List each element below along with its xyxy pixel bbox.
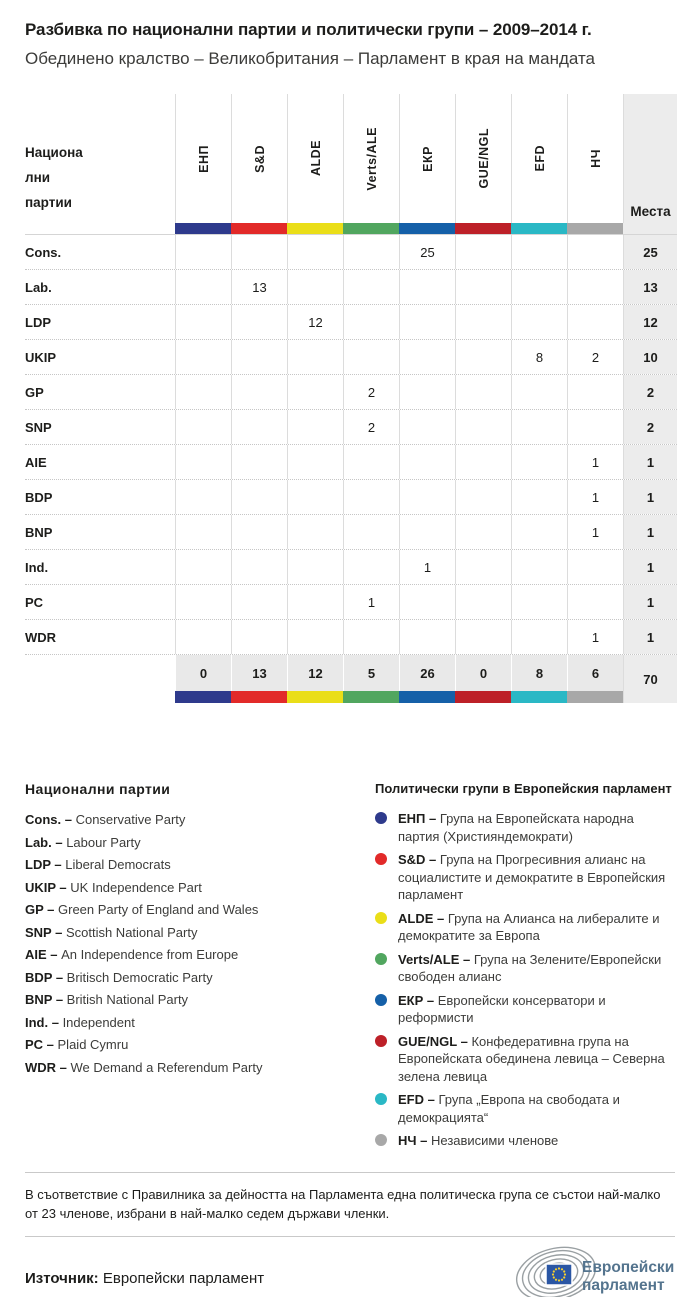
party-abbr-cell: Lab. — [25, 279, 52, 295]
seat-count-cell — [287, 620, 343, 654]
seat-count-cell — [175, 305, 231, 339]
group-column-header — [343, 94, 399, 223]
group-legend-text: GUE/NGL – Конфедеративна група на Европейската обединена левица – Северна зелена левица — [398, 1033, 665, 1084]
party-legend-item: UKIP – UK Independence Part — [25, 879, 202, 895]
group-color-bar — [231, 691, 287, 703]
national-parties-legend — [25, 781, 375, 1156]
group-legend-text: EFD – Група „Европа на свободата и демокрацията“ — [398, 1092, 620, 1125]
seat-count-cell — [511, 585, 567, 619]
group-column-header — [567, 94, 623, 223]
seat-count-cell — [455, 620, 511, 654]
group-color-bar — [175, 691, 231, 703]
seat-count-cell — [175, 515, 231, 549]
seat-count-cell — [567, 585, 623, 619]
party-abbr: Lab. – — [25, 834, 67, 850]
totals-row-spacer — [25, 655, 175, 703]
seat-count-cell — [567, 550, 623, 584]
group-color-dot — [375, 953, 387, 965]
seat-count-cell — [287, 515, 343, 549]
seat-count-cell — [175, 410, 231, 444]
party-abbr-cell: WDR — [25, 629, 57, 645]
seat-count-cell — [455, 410, 511, 444]
group-color-dot — [375, 1093, 387, 1105]
table-row — [25, 620, 677, 655]
seat-count-cell — [343, 270, 399, 304]
seat-count-cell — [511, 550, 567, 584]
seat-count-cell — [287, 235, 343, 269]
grand-total-seats-cell: 70 — [623, 655, 677, 703]
group-legend-item — [375, 951, 675, 986]
seat-count-cell — [399, 585, 455, 619]
seat-count-cell — [287, 340, 343, 374]
seat-count-cell — [343, 235, 399, 269]
seat-count-cell — [399, 340, 455, 374]
group-column-label: ЕНП — [196, 144, 211, 173]
table-row — [25, 445, 677, 480]
seat-count-cell — [175, 445, 231, 479]
seat-count-cell — [231, 620, 287, 654]
row-total-seats-cell: 1 — [623, 550, 677, 584]
seat-count-cell — [175, 585, 231, 619]
table-row — [25, 410, 677, 445]
seat-count-cell — [455, 270, 511, 304]
table-row — [25, 235, 677, 270]
group-color-bar — [567, 223, 623, 234]
table-row — [25, 585, 677, 620]
seat-count-cell — [511, 235, 567, 269]
seat-count-cell — [287, 445, 343, 479]
group-column-label: ЕКР — [420, 145, 435, 172]
seat-count-cell: 1 — [567, 620, 623, 654]
group-color-dot — [375, 994, 387, 1006]
seat-count-cell — [175, 620, 231, 654]
group-legend-item — [375, 810, 675, 845]
party-legend-item: PC – Plaid Cymru — [25, 1037, 129, 1052]
table-row — [25, 270, 677, 305]
seat-count-cell: 8 — [511, 340, 567, 374]
seat-count-cell — [511, 515, 567, 549]
party-legend-item: Lab. – Labour Party — [25, 834, 141, 850]
party-legend-item: SNP – Scottish National Party — [25, 924, 198, 940]
logo-wordmark-line2: парламент — [582, 1276, 665, 1294]
seat-count-cell — [231, 550, 287, 584]
seat-count-cell — [511, 620, 567, 654]
seat-count-cell — [511, 480, 567, 514]
group-legend-item — [375, 992, 675, 1027]
political-groups-list — [375, 810, 675, 1150]
group-total-cell: 5 — [343, 655, 399, 691]
divider-bottom — [25, 1236, 675, 1237]
seat-count-cell — [511, 305, 567, 339]
group-color-dot — [375, 1134, 387, 1146]
group-color-bar — [287, 223, 343, 234]
seat-count-cell — [343, 305, 399, 339]
group-abbr: EFD – — [398, 1092, 439, 1107]
party-abbr-cell: UKIP — [25, 349, 57, 365]
seat-count-cell — [231, 305, 287, 339]
party-abbr: WDR – — [25, 1059, 71, 1075]
seat-count-cell: 1 — [399, 550, 455, 584]
party-abbr-cell: LDP — [25, 314, 51, 330]
party-abbr: Cons. – — [25, 812, 76, 827]
group-color-dot — [375, 912, 387, 924]
seat-count-cell — [287, 480, 343, 514]
group-abbr: S&D – — [398, 852, 440, 867]
row-total-seats-cell: 1 — [623, 515, 677, 549]
group-legend-item — [375, 1033, 675, 1086]
group-color-bar — [511, 223, 567, 234]
seat-count-cell — [343, 445, 399, 479]
row-total-seats-cell: 1 — [623, 585, 677, 619]
seat-count-cell — [175, 235, 231, 269]
group-color-bar — [343, 223, 399, 234]
party-legend-item: GP – Green Party of England and Wales — [25, 902, 259, 917]
european-parliament-logo — [510, 1245, 680, 1297]
row-header-label: Национа лни партии — [25, 145, 83, 210]
group-column-header — [175, 94, 231, 223]
group-legend-text: ЕНП – Група на Европейската народна партия (Християндемократи) — [398, 811, 634, 844]
seat-count-cell — [455, 235, 511, 269]
group-total-cell: 0 — [175, 655, 231, 691]
party-abbr-cell: PC — [25, 594, 44, 610]
seat-count-cell — [287, 270, 343, 304]
seat-count-cell — [231, 410, 287, 444]
seat-count-cell: 12 — [287, 305, 343, 339]
group-color-bar — [567, 691, 623, 703]
seat-count-cell — [567, 375, 623, 409]
table-row — [25, 480, 677, 515]
seat-count-cell — [231, 235, 287, 269]
seat-count-cell — [175, 375, 231, 409]
seat-count-cell — [287, 410, 343, 444]
group-legend-text: НЧ – Независими членове — [398, 1133, 559, 1148]
group-legend-item — [375, 851, 675, 904]
group-color-bar — [455, 691, 511, 703]
party-abbr: Ind. – — [25, 1014, 63, 1030]
group-color-bar — [399, 223, 455, 234]
group-column-label: ALDE — [308, 140, 323, 177]
seat-count-cell: 1 — [567, 480, 623, 514]
party-legend-item: BNP – British National Party — [25, 992, 189, 1007]
group-color-bar — [511, 691, 567, 703]
seat-count-cell — [399, 620, 455, 654]
seat-count-cell — [343, 480, 399, 514]
group-abbr: ЕКР – — [398, 992, 438, 1008]
seat-count-cell — [287, 375, 343, 409]
seat-count-cell: 2 — [343, 410, 399, 444]
seat-count-cell: 1 — [567, 445, 623, 479]
party-abbr-cell: BNP — [25, 524, 53, 540]
party-abbr: LDP – — [25, 857, 66, 872]
group-color-bar — [287, 691, 343, 703]
group-color-bar — [343, 691, 399, 703]
party-legend-item: Ind. – Independent — [25, 1014, 135, 1030]
seat-count-cell — [455, 515, 511, 549]
political-groups-heading: Политически групи в Европейския парламент — [375, 781, 672, 796]
group-legend-text: ALDE – Група на Алианса на либералите и демократите за Европа — [398, 910, 660, 943]
group-legend-text: Verts/ALE – Група на Зелените/Европейски свободен алианс — [398, 951, 662, 984]
party-legend-item: LDP – Liberal Democrats — [25, 857, 171, 872]
footnote: В съответствие с Правилника за дейността на Парламента една политическа група се състои най-малко от 23 членове, избрани в най-малко седем държави членки. — [25, 1186, 661, 1221]
group-color-bar — [455, 223, 511, 234]
group-column-label: EFD — [532, 145, 547, 172]
seat-count-cell — [175, 340, 231, 374]
table-row — [25, 340, 677, 375]
results-table — [25, 94, 677, 703]
table-header-row — [25, 94, 677, 223]
seat-count-cell — [455, 340, 511, 374]
seat-count-cell — [343, 340, 399, 374]
group-total-cell: 6 — [567, 655, 623, 691]
party-abbr: UKIP – — [25, 879, 71, 895]
table-row — [25, 550, 677, 585]
party-legend-item: BDP – Britisch Democratic Party — [25, 969, 213, 985]
group-color-bar-row — [25, 223, 677, 235]
seat-count-cell — [287, 585, 343, 619]
group-column-header — [511, 94, 567, 223]
group-color-bar — [175, 223, 231, 234]
seat-count-cell: 1 — [343, 585, 399, 619]
group-total-cell: 12 — [287, 655, 343, 691]
seat-count-cell — [343, 550, 399, 584]
group-color-dot — [375, 812, 387, 824]
seats-column-header: Места — [623, 94, 677, 223]
row-total-seats-cell: 2 — [623, 410, 677, 444]
group-total-cell: 8 — [511, 655, 567, 691]
seat-count-cell — [567, 410, 623, 444]
party-abbr-cell: SNP — [25, 419, 52, 435]
group-column-label: НЧ — [588, 149, 603, 168]
party-legend-item: Cons. – Conservative Party — [25, 812, 186, 827]
group-total-cell: 13 — [231, 655, 287, 691]
group-column-label: S&D — [252, 144, 267, 173]
source-line — [25, 1270, 264, 1297]
political-groups-legend — [375, 781, 675, 1156]
source-label: Източник: — [25, 1269, 99, 1287]
group-color-dot — [375, 853, 387, 865]
group-legend-item — [375, 1132, 675, 1150]
row-total-seats-cell: 25 — [623, 235, 677, 269]
group-total-cell: 26 — [399, 655, 455, 691]
group-legend-item — [375, 1091, 675, 1126]
seat-count-cell — [399, 445, 455, 479]
seat-count-cell — [567, 270, 623, 304]
group-color-bar — [231, 223, 287, 234]
row-total-seats-cell: 10 — [623, 340, 677, 374]
page-header — [0, 0, 700, 69]
page-subtitle: Обединено кралство – Великобритания – Парламент в края на мандата — [25, 49, 596, 68]
table-row — [25, 305, 677, 340]
seat-count-cell — [511, 375, 567, 409]
row-total-seats-cell: 1 — [623, 620, 677, 654]
seat-count-cell — [455, 480, 511, 514]
seat-count-cell — [175, 270, 231, 304]
totals-row — [25, 655, 677, 703]
seat-count-cell — [399, 480, 455, 514]
group-legend-text: S&D – Група на Прогресивния алианс на социалистите и демократите в Европейския парламент — [398, 852, 666, 902]
seat-count-cell — [455, 445, 511, 479]
seat-count-cell — [455, 585, 511, 619]
group-abbr: ALDE – — [398, 910, 448, 926]
row-total-seats-cell: 1 — [623, 445, 677, 479]
seat-count-cell — [511, 270, 567, 304]
party-abbr: GP – — [25, 902, 59, 917]
seat-count-cell — [399, 305, 455, 339]
bar-row-spacer — [25, 223, 175, 234]
seat-count-cell — [567, 305, 623, 339]
page-title: Разбивка по национални партии и политически групи – 2009–2014 г. — [25, 20, 592, 39]
seat-count-cell: 1 — [567, 515, 623, 549]
group-total-cell: 0 — [455, 655, 511, 691]
seat-count-cell: 2 — [343, 375, 399, 409]
group-abbr: ЕНП – — [398, 811, 440, 826]
seat-count-cell — [231, 515, 287, 549]
party-legend-item: WDR – We Demand a Referendum Party — [25, 1059, 263, 1075]
national-parties-heading: Национални партии — [25, 781, 171, 797]
party-abbr: AIE – — [25, 947, 62, 962]
group-column-header — [231, 94, 287, 223]
seat-count-cell — [511, 410, 567, 444]
table-row — [25, 375, 677, 410]
group-column-header — [455, 94, 511, 223]
seat-count-cell: 2 — [567, 340, 623, 374]
party-abbr-cell: GP — [25, 384, 44, 400]
group-abbr: Verts/ALE – — [398, 951, 474, 967]
group-color-dot — [375, 1035, 387, 1047]
row-total-seats-cell: 13 — [623, 270, 677, 304]
group-color-bar — [399, 691, 455, 703]
seat-count-cell — [175, 480, 231, 514]
seat-count-cell — [231, 480, 287, 514]
seat-count-cell: 13 — [231, 270, 287, 304]
row-total-seats-cell: 1 — [623, 480, 677, 514]
party-abbr-cell: BDP — [25, 489, 53, 505]
party-abbr-cell: Cons. — [25, 244, 62, 260]
seat-count-cell: 25 — [399, 235, 455, 269]
seat-count-cell — [231, 340, 287, 374]
table-row — [25, 515, 677, 550]
seat-count-cell — [343, 620, 399, 654]
party-abbr: BDP – — [25, 969, 67, 985]
seat-count-cell — [231, 375, 287, 409]
group-abbr: НЧ – — [398, 1133, 431, 1148]
source-value: Европейски парламент — [98, 1269, 265, 1287]
seat-count-cell — [399, 410, 455, 444]
row-total-seats-cell: 12 — [623, 305, 677, 339]
table-body — [25, 235, 677, 655]
national-parties-list — [25, 811, 375, 1076]
seat-count-cell — [399, 375, 455, 409]
seat-count-cell — [567, 235, 623, 269]
group-legend-text: ЕКР – Европейски консерватори и реформисти — [398, 992, 606, 1025]
seat-count-cell — [231, 445, 287, 479]
seat-count-cell — [455, 305, 511, 339]
legend-section — [25, 781, 675, 1156]
group-column-header — [399, 94, 455, 223]
party-legend-item: AIE – An Independence from Europe — [25, 947, 239, 962]
seat-count-cell — [231, 585, 287, 619]
seat-count-cell — [175, 550, 231, 584]
seat-count-cell — [455, 375, 511, 409]
row-total-seats-cell: 2 — [623, 375, 677, 409]
group-column-header — [287, 94, 343, 223]
seat-count-cell — [343, 515, 399, 549]
seat-count-cell — [399, 270, 455, 304]
group-column-label: GUE/NGL — [476, 128, 491, 189]
group-column-label: Verts/ALE — [364, 126, 379, 191]
party-abbr: SNP – — [25, 924, 66, 940]
party-abbr-cell: Ind. — [25, 559, 49, 575]
seat-count-cell — [399, 515, 455, 549]
party-abbr: BNP – — [25, 992, 67, 1007]
group-abbr: GUE/NGL – — [398, 1033, 472, 1049]
seat-count-cell — [511, 445, 567, 479]
page-footer — [0, 1172, 700, 1297]
seat-count-cell — [455, 550, 511, 584]
seat-count-cell — [287, 550, 343, 584]
logo-wordmark-line1: Европейски — [582, 1258, 675, 1276]
party-abbr: PC – — [25, 1037, 58, 1052]
eu-flag-icon — [546, 1264, 572, 1285]
group-legend-item — [375, 910, 675, 945]
party-abbr-cell: AIE — [25, 454, 47, 470]
seats-column-fill — [623, 223, 677, 234]
